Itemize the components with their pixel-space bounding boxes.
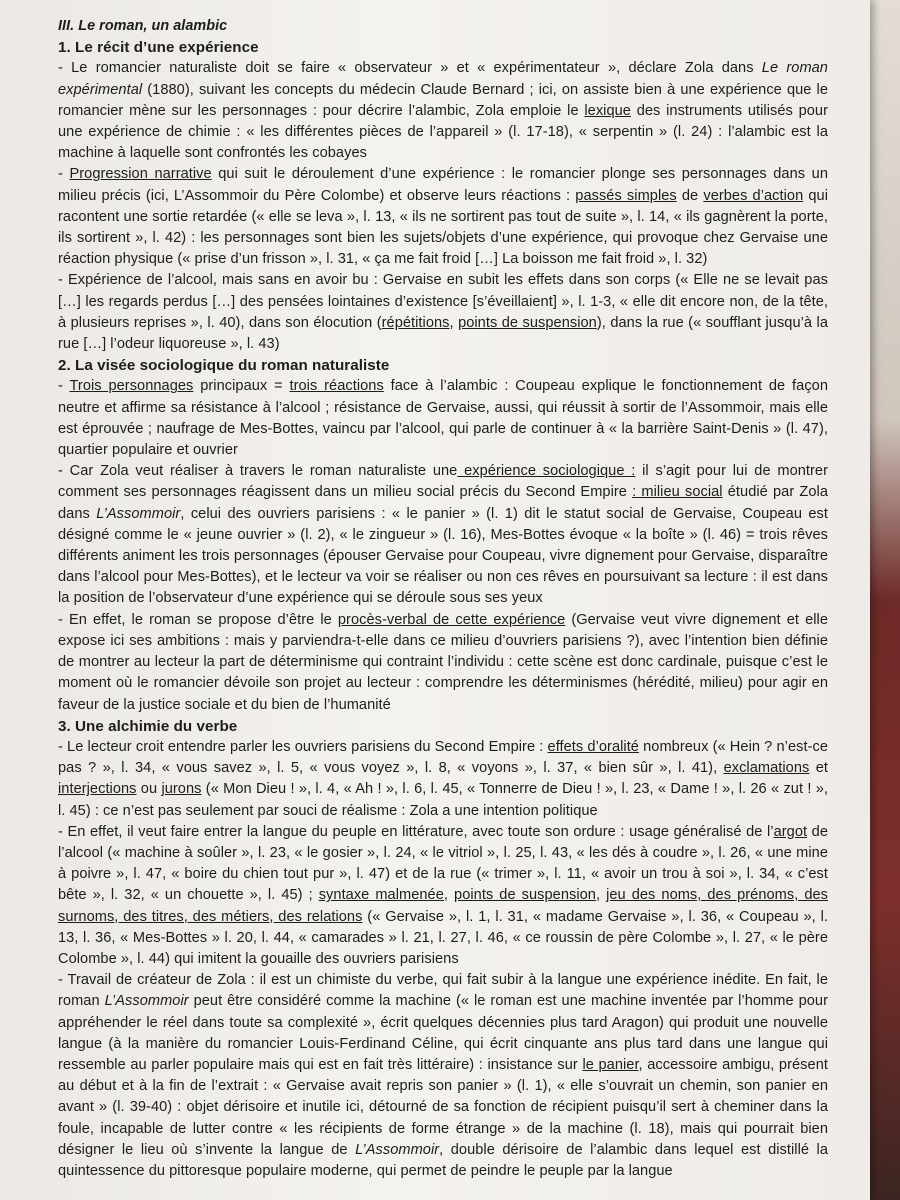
paragraph-9: - Travail de créateur de Zola : il est un chimiste du verbe, qui fait subir à la langue une expérience inédite. En fait, le roman L’Assommoir peut être considéré comme la machine (« le roman est une machine inventée par l’homme pour appréhender le réel dans toute sa complexité », écrit quelques décennies plus tard Aragon) qui produit une nouvelle langue (à la manière du romancier Louis-Ferdinand Céline, qui écrit cinquante ans plus tard dans une langue qui ressemble au parler populaire mais qui est en fait très littéraire) : insistance sur le panier, accessoire ambigu, présent au début et à la fin de l’extrait : « Gervaise avait repris son panier » (l. 1), « elle s’ouvrait un chemin, son panier en avant » (l. 39-40) : objet dérisoire et inutile ici, détourné de sa fonction de récipient puisqu’il sert à cheminer dans la foule, incapable de lutter contre « les récipients de forme étrange » de la machine (l. 18), mais qui pourrait bien désigner le lieu où s’invente la langue de L’Assommoir, double dérisoire de l’alambic dans lequel est distillé la quintessence du pittoresque populaire moderne, qui permet de peindre le peuple par la langue bbox=[58, 972, 828, 1179]
paragraph-2: - Progression narrative qui suit le déroulement d’une expérience : le romancier plonge ses personnages dans un milieu précis (ici, L’Assommoir du Père Colombe) et observe leurs réactions : passés simples de verbes d’action qui racontent une sortie retardée (« elle se leva », l. 13, « ils ne sortirent pas tout de suite », l. 14, « ils gagnèrent la porte, ils sortirent », l. 42) : les personnages sont bien les sujets/objets d’une expérience, qui provoque chez Gervaise une réaction physique (« prise d’un frisson », l. 31, « ça me fait froid […] La boisson me fait froid », l. 32) bbox=[58, 166, 829, 268]
paragraph-3: - Expérience de l’alcool, mais sans en avoir bu : Gervaise en subit les effets dans son corps (« Elle ne se levait pas […] les regards perdus […] des pensées lointaines d’existence [s’éveillaient] », l. 1-3, « elle dit encore non, de la tête, à plusieurs reprises », l. 40), dans son élocution (répétitions, points de suspension), dans la rue (« soufflant jusqu’à la rue […] l’odeur liquoreuse », l. 43) bbox=[58, 272, 828, 353]
subsection-title-1: 1. Le récit d’une expérience bbox=[58, 39, 259, 57]
document-body bbox=[58, 16, 828, 1182]
paragraph-6: - En effet, le roman se propose d’être le procès-verbal de cette expérience (Gervaise veut vivre dignement et elle expose ici ses ambitions : mais y parviendra-t-elle dans ce milieu d’ouvriers parisiens ?), avec l’intention bien définie de montrer au lecteur la part de déterminisme qui contraint l’individu : cette scène est donc cardinale, puisque c’est le moment où le romancier dévoile son projet au lecteur : comprendre les déterminismes (hérédité, milieu) pour agir en faveur de la justice sociale et du bien de l’humanité bbox=[58, 611, 828, 713]
section-title: III. Le roman, un alambic bbox=[58, 18, 228, 34]
paragraph-8: - En effet, il veut faire entrer la langue du peuple en littérature, avec toute son ordure : usage généralisé de l’argot de l’alcool (« machine à soûler », l. 23, « le gosier », l. 24, « le vitriol », l. 25, l. 43, « les dés à coudre », l. 26, « une mine à poivre », l. 47, « boire du chien tout pur », l. 47) et de la rue (« trimer », l. 11, « avoir un trou à soi », l. 34, « c’est bête », l. 32, « un chouette », l. 45) ; syntaxe malmenée, points de suspension, jeu des noms, des prénoms, des surnoms, des titres, des métiers, des relations (« Gervaise », l. 1, l. 31, « madame Gervaise », l. 36, « Coupeau », l. 13, l. 36, « Mes-Bottes » l. 20, l. 44, « camarades » l. 21, l. 27, l. 46, « ce roussin de père Colombe », l. 27, « le père Colombe », l. 44) qui imitent la gouaille des ouvriers parisiens bbox=[58, 823, 829, 967]
paragraph-1: - Le romancier naturaliste doit se faire « observateur » et « expérimentateur », déclare Zola dans Le roman expérimental (1880), suivant les concepts du médecin Claude Bernard ; ici, on assiste bien à une expérience que le romancier mène sur les personnages : pour décrire l’alambic, Zola emploie le lexique des instruments utilisés pour une expérience de chimie : « les différentes pièces de l’appareil » (l. 17-18), « serpentin » (l. 24) : l’alambic est la machine à laquelle sont confrontés les cobayes bbox=[58, 60, 828, 162]
paragraph-7: - Le lecteur croit entendre parler les ouvriers parisiens du Second Empire : effets d’oralité nombreux (« Hein ? n’est-ce pas ? », l. 34, « vous savez », l. 5, « vous voyez », l. 8, « voyons », l. 37, « bien sûr », l. 41), exclamations et interjections ou jurons (« Mon Dieu ! », l. 4, « Ah ! », l. 6, l. 45, « Tonnerre de Dieu ! », l. 23, « Dame ! », l. 26 « zut ! », l. 45) : ce n’est pas seulement par souci de réalisme : Zola a une intention politique bbox=[58, 738, 829, 819]
subsection-title-3: 3. Une alchimie du verbe bbox=[58, 717, 238, 735]
paragraph-5: - Car Zola veut réaliser à travers le roman naturaliste une expérience sociologique : il s’agit pour lui de montrer comment ses personnages réagissent dans un milieu social précis du Second Empire : milieu social étudié par Zola dans L’Assommoir, celui des ouvriers parisiens : « le panier » (l. 1) dit le statut social de Gervaise, Coupeau est désigné comme le « jeune ouvrier » (l. 2), « le zingueur » (l. 16), Mes-Bottes évoque « la boîte » (l. 46) = trois rêves différents animent les trois personnages (épouser Gervaise pour Coupeau, vivre dignement pour Gervaise, disparaître dans l’alcool pour Mes-Bottes), et le lecteur va voir se réaliser ou non ces rêves en poursuivant sa lecture : il est dans la position de l’observateur d’une expérience qui se déroule sous ses yeux bbox=[58, 463, 829, 607]
subsection-title-2: 2. La visée sociologique du roman naturaliste bbox=[58, 357, 390, 375]
paragraph-4: - Trois personnages principaux = trois réactions face à l’alambic : Coupeau explique le fonctionnement de façon neutre et affirme sa résistance à l’alcool ; résistance de Gervaise, aussi, qui réussit à sortir de l’Assommoir, mais elle est éprouvée ; naufrage de Mes-Bottes, vaincu par l’alcool, qui parle de continuer à « la barrière Saint-Denis » (l. 47), quartier populaire et ouvrier bbox=[58, 378, 828, 459]
